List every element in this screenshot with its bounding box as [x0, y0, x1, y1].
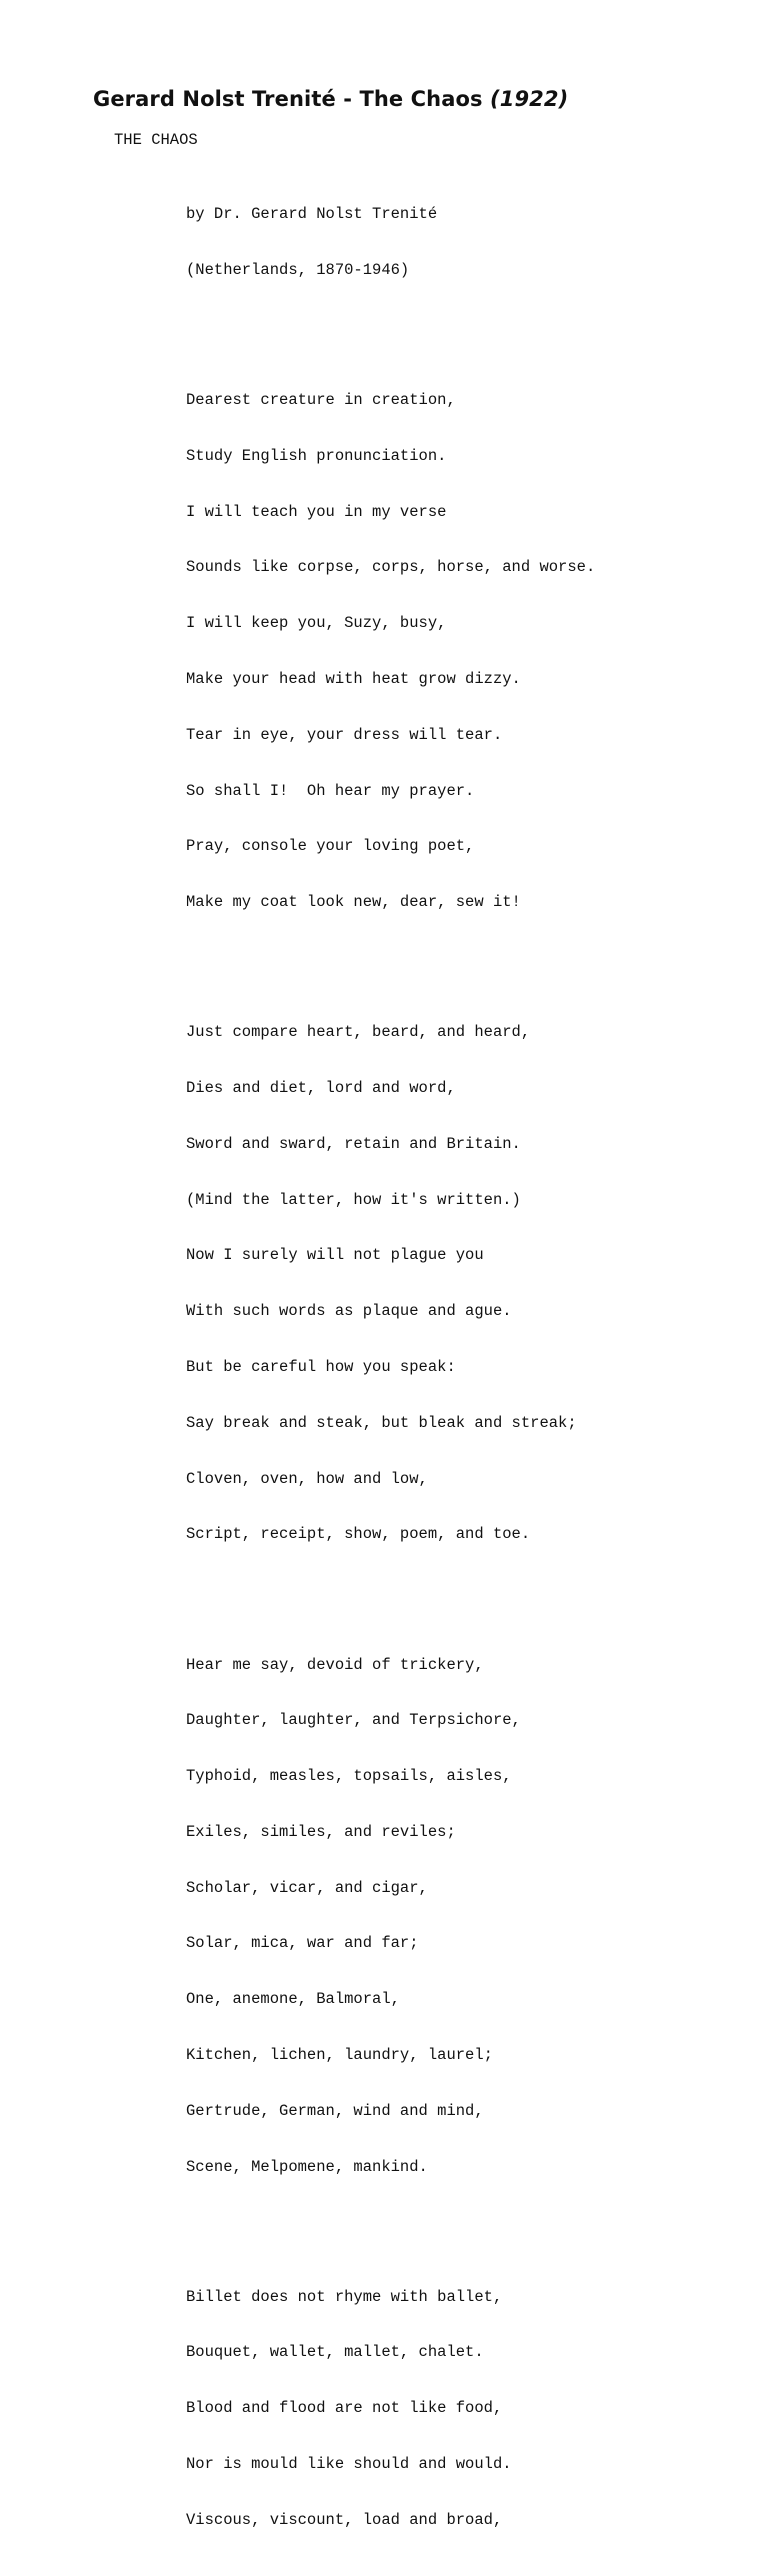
poem-line: Typhoid, measles, topsails, aisles, — [186, 1767, 512, 1786]
poem-line: Tear in eye, your dress will tear. — [186, 725, 503, 744]
poem-line: Just compare heart, beard, and heard, — [186, 1023, 531, 1042]
byline-origin: (Netherlands, 1870-1946) — [186, 260, 410, 279]
poem-line: Billet does not rhyme with ballet, — [186, 2287, 503, 2306]
poem-line: Viscous, viscount, load and broad, — [186, 2510, 503, 2529]
poem-line: Scene, Melpomene, mankind. — [186, 2157, 428, 2176]
poem-line: Solar, mica, war and far; — [186, 1934, 419, 1953]
poem-heading: THE CHAOS — [114, 131, 198, 149]
poem-line: But be careful how you speak: — [186, 1358, 456, 1376]
stanza-gap — [186, 1581, 595, 1600]
poem-line: One, anemone, Balmoral, — [186, 1990, 400, 2009]
poem-line: Dearest creature in creation, — [186, 391, 456, 410]
stanza-gap — [186, 2213, 595, 2232]
poem-line: I will keep you, Suzy, busy, — [186, 614, 447, 633]
poem-line: Blood and flood are not like food, — [186, 2399, 503, 2418]
poem-line: Cloven, oven, how and low, — [186, 1469, 428, 1488]
poem-line: Bouquet, wallet, mallet, chalet. — [186, 2343, 484, 2362]
poem-line: Study English pronunciation. — [186, 446, 447, 465]
poem-line: Make my coat look new, dear, sew it! — [186, 893, 521, 912]
stanza-gap — [186, 317, 595, 336]
poem-line: So shall I! Oh hear my prayer. — [186, 781, 475, 800]
poem-line: Sounds like corpse, corps, horse, and worse. — [186, 558, 596, 577]
byline-author: by Dr. Gerard Nolst Trenité — [186, 205, 438, 224]
poem-line: Sword and sward, retain and Britain. — [186, 1134, 521, 1153]
stanza-gap — [186, 949, 595, 968]
poem-line: Kitchen, lichen, laundry, laurel; — [186, 2045, 493, 2064]
document-title-year: (1922) — [490, 87, 569, 111]
poem-line: Pray, console your loving poet, — [186, 837, 475, 856]
poem-line: Make your head with heat grow dizzy. — [186, 670, 521, 689]
poem-line: (Mind the latter, how it's written.) — [186, 1190, 521, 1209]
poem-line: With such words as plaque and ague. — [186, 1302, 512, 1321]
poem-line: Nor is mould like should and would. — [186, 2455, 512, 2474]
document-title-text: Gerard Nolst Trenité - The Chaos — [93, 87, 491, 111]
poem-body — [186, 168, 595, 2567]
poem-line: Hear me say, devoid of trickery, — [186, 1655, 484, 1674]
poem-line: Scholar, vicar, and cigar, — [186, 1878, 428, 1897]
poem-line: Say break and steak, but bleak and streak; — [186, 1413, 577, 1432]
poem-line: Gertrude, German, wind and mind, — [186, 2101, 484, 2120]
poem-line: I will teach you in my verse — [186, 502, 447, 521]
document-title — [93, 87, 568, 111]
poem-line: Script, receipt, show, poem, and toe. — [186, 1525, 531, 1544]
poem-line: Daughter, laughter, and Terpsichore, — [186, 1711, 521, 1730]
poem-line: Dies and diet, lord and word, — [186, 1079, 456, 1098]
poem-line: Now I surely will not plague you — [186, 1246, 484, 1265]
poem-line: Exiles, similes, and reviles; — [186, 1822, 456, 1841]
